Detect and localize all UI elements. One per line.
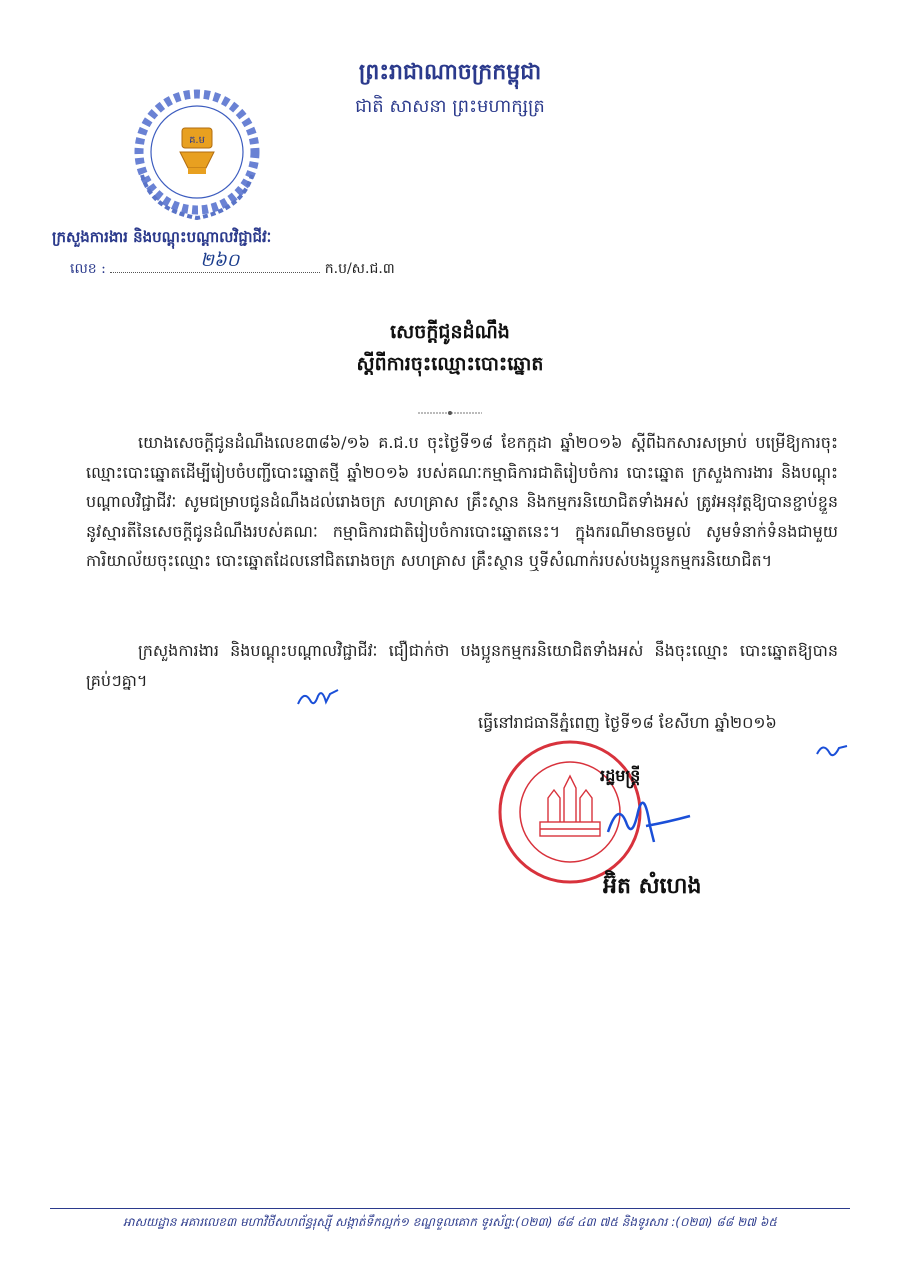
ornament-divider bbox=[418, 400, 482, 404]
initial-mark bbox=[815, 740, 849, 764]
date-line: ធ្វើនៅរាជធានីភ្នំពេញ ថ្ងៃទី១៨ ខែសីហា ឆ្នាំ២០១៦ bbox=[478, 713, 777, 732]
reference-line bbox=[70, 250, 395, 280]
body-paragraph-1: យោងសេចក្តីជូនដំណឹងលេខ៣៨៦/១៦ គ.ជ.ប ចុះថ្ងៃទី១៨ ខែកក្កដា ឆ្នាំ២០១៦ ស្តីពីឯកសារសម្រាប់ បម្រើឱ្យការចុះឈ្មោះបោះឆ្នោតដើម្បីរៀបចំបញ្ជីបោះឆ្នោតថ្មី ឆ្នាំ២០១៦ របស់គណៈកម្មាធិការជាតិរៀបចំការ បោះឆ្នោត ក្រសួងការងារ និងបណ្តុះបណ្តាលវិជ្ជាជីវៈ សូមជម្រាបជូនដំណឹងដល់រោងចក្រ សហគ្រាស គ្រឹះស្ថាន និងកម្មករនិយោជិតទាំងអស់ ត្រូវអនុវត្តឱ្យបានខ្ជាប់ខ្ជួននូវស្មារតីនៃសេចក្តីជូនដំណឹងរបស់គណៈ កម្មាធិការជាតិរៀបចំការបោះឆ្នោតនេះ។ ក្នុងករណីមានចម្ងល់ សូមទំនាក់ទំនងជាមួយការិយាល័យចុះឈ្មោះ បោះឆ្នោតដែលនៅជិតរោងចក្រ សហគ្រាស គ្រឹះស្ថាន ឬទីសំណាក់របស់បងប្អូនកម្មករនិយោជិត។ bbox=[86, 433, 838, 570]
initial-signature bbox=[296, 686, 340, 712]
logo-ring-text: ក្រសួងការងារ និងបណ្តុះបណ្តាលវិជ្ជាជីវៈ Ministry of Labour and Vocational Training bbox=[197, 226, 233, 227]
ministry-logo bbox=[122, 80, 272, 230]
notice-subtitle: ស្តីពីការចុះឈ្មោះបោះឆ្នោត bbox=[356, 353, 544, 375]
reference-dots bbox=[110, 250, 320, 273]
reference-suffix: ក.ប/ស.ជ.៣ bbox=[324, 261, 395, 277]
body-paragraph-2: ក្រសួងការងារ និងបណ្តុះបណ្តាលវិជ្ជាជីវៈ ជឿជាក់ថា បងប្អូនកម្មករនិយោជិតទាំងអស់ នឹងចុះឈ្មោះ បោះឆ្នោតឱ្យបានគ្រប់ៗគ្នា។ bbox=[86, 641, 838, 690]
footer-divider bbox=[50, 1208, 850, 1209]
kingdom-title: ព្រះរាជាណាចក្រកម្ពុជា bbox=[358, 59, 542, 85]
handwritten-signature bbox=[598, 782, 698, 852]
seal-text: ព្រះរាជាណាចក្រកម្ពុជា * ក្រសួងការងារនិងបណ្តុះបណ្តាលវិជ្ជាជីវៈ * bbox=[570, 752, 595, 753]
footer-address: អាសយដ្ឋាន អគារលេខ៣ មហាវិថីសហព័ន្ធរុស្ស៊ី សង្កាត់ទឹកល្អក់១ ខណ្ឌទួលគោក ទូរស័ព្ទ:(០២៣) ៨៨ ៤៣ ៧៥ និងទូរសារ :(០២៣) ៨៨ ២៧ ៦៥ bbox=[123, 1215, 777, 1229]
signatory-name: អ៊ិត សំហេង bbox=[603, 873, 702, 899]
notice-title: សេចក្តីជូនដំណឹង bbox=[390, 321, 510, 343]
national-motto: ជាតិ សាសនា ព្រះមហាក្សត្រ bbox=[355, 96, 545, 117]
logo-emblem-text: គ.ម bbox=[189, 135, 205, 146]
ministry-name: ក្រសួងការងារ និងបណ្តុះបណ្តាលវិជ្ជាជីវៈ bbox=[52, 228, 272, 246]
reference-label: លេខ : bbox=[70, 261, 106, 277]
signatory-title: រដ្ឋមន្ត្រី bbox=[600, 766, 641, 785]
reference-number: ២៦០ bbox=[200, 250, 240, 271]
